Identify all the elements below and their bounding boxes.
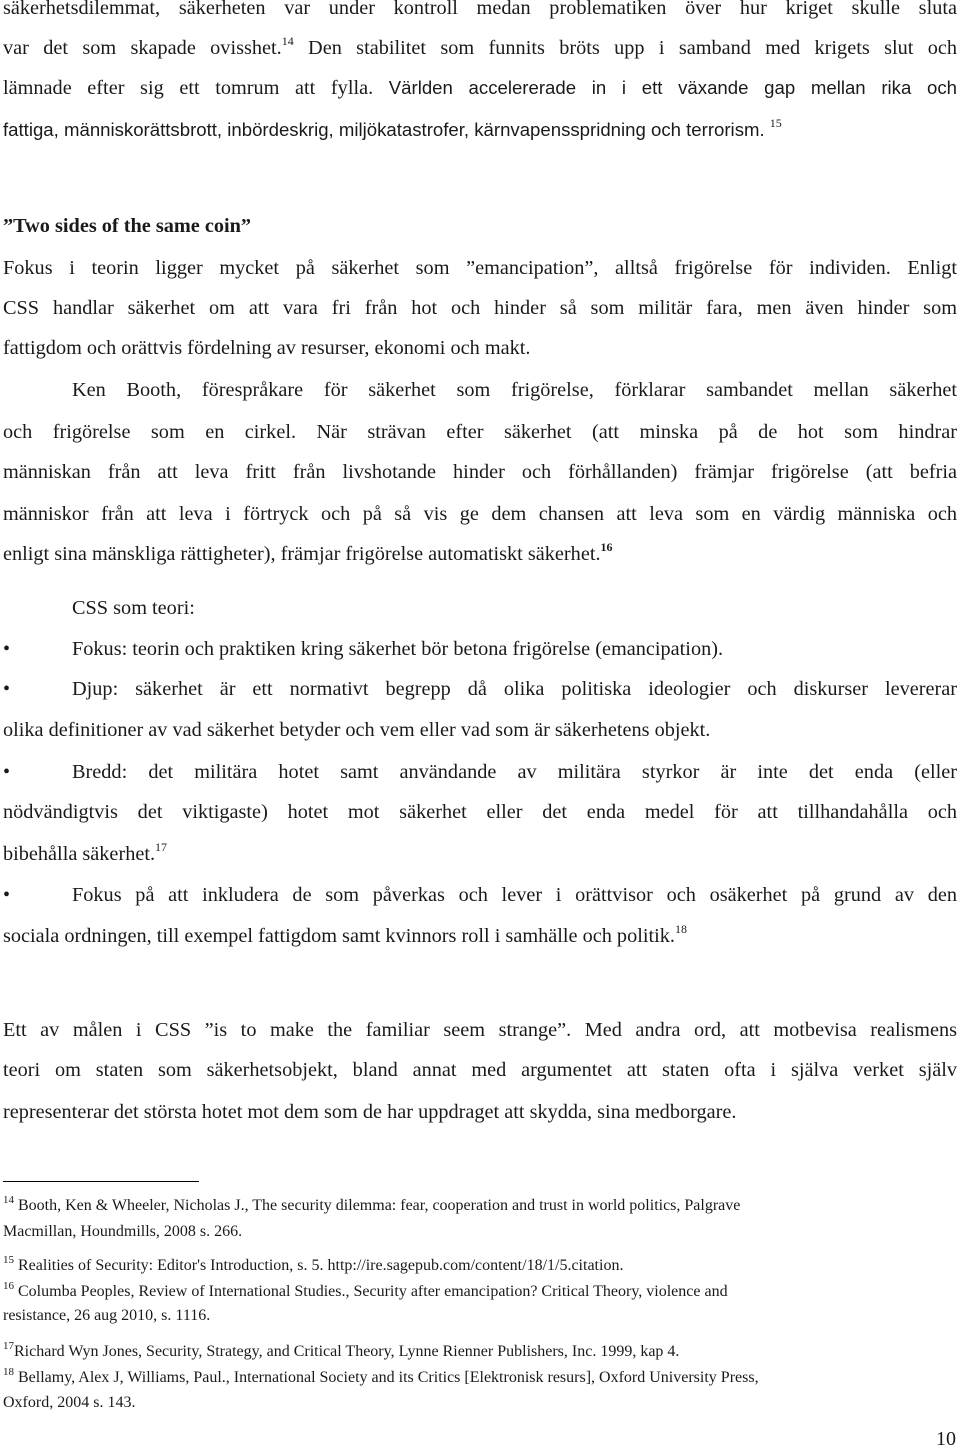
bullet-icon: • xyxy=(3,884,11,906)
body-line: människor från att leva i förtryck och på så vis ge dem chansen att leva som en värdig människa och xyxy=(3,503,957,525)
footnote-ref[interactable]: 14 xyxy=(281,34,294,48)
body-line: lämnade efter sig ett tomrum att fylla. Världen accelererade in i ett växande gap mellan rika och xyxy=(3,77,957,99)
footnote-18: $^{18}$ Bellamy, Alex J, Williams, Paul., International Society and its Critics [Elektronisk resurs], Oxford University Press, xyxy=(3,1366,759,1386)
list-item-continuation: bibehålla säkerhet.$^{17}$ xyxy=(3,840,168,865)
body-line: och frigörelse som en cirkel. När strävan efter säkerhet (att minska på de hot som hindrar xyxy=(3,421,957,443)
footnote-18-continuation: Oxford, 2004 s. 143. xyxy=(3,1394,136,1411)
bullet-icon: • xyxy=(3,638,11,660)
footnote-17: $^{17}$Richard Wyn Jones, Security, Strategy, and Critical Theory, Lynne Rienner Publishers, Inc. 1999, kap 4. xyxy=(3,1340,680,1360)
body-line: fattigdom och orättvis fördelning av resurser, ekonomi och makt. xyxy=(3,337,531,359)
body-line: Ett av målen i CSS ”is to make the familiar seem strange”. Med andra ord, att motbevisa realismens xyxy=(3,1019,957,1041)
bullet-icon: • xyxy=(3,678,11,700)
section-heading: ”Two sides of the same coin” xyxy=(3,215,252,237)
footnote-separator xyxy=(3,1181,199,1182)
list-item: Djup: säkerhet är ett normativt begrepp då olika politiska ideologier och diskurser levererar xyxy=(72,678,957,700)
footnote-ref[interactable]: 17 xyxy=(155,840,168,854)
body-line: enligt sina mänskliga rättigheter), främjar frigörelse automatiskt säkerhet.$^{16}$ xyxy=(3,540,613,565)
footnote-ref[interactable]: 15 xyxy=(769,116,782,130)
body-line: representerar det största hotet mot dem som de har uppdraget att skydda, sina medborgare. xyxy=(3,1101,737,1123)
footnote-16-continuation: resistance, 26 aug 2010, s. 1116. xyxy=(3,1307,211,1324)
body-line: människan från att leva fritt från livshotande hinder och förhållanden) främjar frigörelse (att befria xyxy=(3,461,957,483)
body-line: Ken Booth, förespråkare för säkerhet som frigörelse, förklarar sambandet mellan säkerhet xyxy=(72,379,957,401)
body-line: teori om staten som säkerhetsobjekt, bland annat med argumentet att staten ofta i själva verket själv xyxy=(3,1059,957,1081)
body-line: fattiga, människorättsbrott, inbördeskrig, miljökatastrofer, kärnvapensspridning och terrorism. $^{15}$ xyxy=(3,116,782,140)
footnote-16: $^{16}$ Columba Peoples, Review of International Studies., Security after emancipation? Critical Theory, violence and xyxy=(3,1280,728,1300)
body-line: var det som skapade ovisshet.$^{14}$ Den stabilitet som funnits bröts upp i samband med krigets slut och xyxy=(3,34,957,59)
list-item-continuation: nödvändigtvis det viktigaste) hotet mot säkerhet eller det enda medel för att tillhandahålla och xyxy=(3,801,957,823)
footnote-ref[interactable]: 18 xyxy=(674,922,687,936)
footnote-14: $^{14}$ Booth, Ken & Wheeler, Nicholas J., The security dilemma: fear, cooperation and trust in world politics, Palgrave xyxy=(3,1194,741,1214)
body-line: säkerhetsdilemmat, säkerheten var under kontroll medan problematiken över hur kriget skulle sluta xyxy=(3,0,957,19)
list-item-continuation: olika definitioner av vad säkerhet betyder och vem eller vad som är säkerhetens objekt. xyxy=(3,719,711,741)
footnote-15: $^{15}$ Realities of Security: Editor's Introduction, s. 5. http://ire.sagepub.com/content/18/1/5.citation. xyxy=(3,1254,624,1274)
list-item-continuation: sociala ordningen, till exempel fattigdom samt kvinnors roll i samhälle och politik.$^{18}$ xyxy=(3,922,687,947)
list-item: Fokus på att inkludera de som påverkas och lever i orättvisor och osäkerhet på grund av den xyxy=(72,884,957,906)
body-line: CSS handlar säkerhet om att vara fri från hot och hinder så som militär fara, men även hinder som xyxy=(3,297,957,319)
footnote-ref[interactable]: 16 xyxy=(600,540,613,554)
page-number: 10 xyxy=(936,1428,956,1450)
list-title: CSS som teori: xyxy=(72,597,195,619)
bullet-icon: • xyxy=(3,761,11,783)
body-line: Fokus i teorin ligger mycket på säkerhet som ”emancipation”, alltså frigörelse för individen. Enligt xyxy=(3,257,957,279)
list-item: Fokus: teorin och praktiken kring säkerhet bör betona frigörelse (emancipation). xyxy=(72,638,724,660)
list-item: Bredd: det militära hotet samt användande av militära styrkor är inte det enda (eller xyxy=(72,761,957,783)
footnote-14-continuation: Macmillan, Houndmills, 2008 s. 266. xyxy=(3,1223,243,1240)
